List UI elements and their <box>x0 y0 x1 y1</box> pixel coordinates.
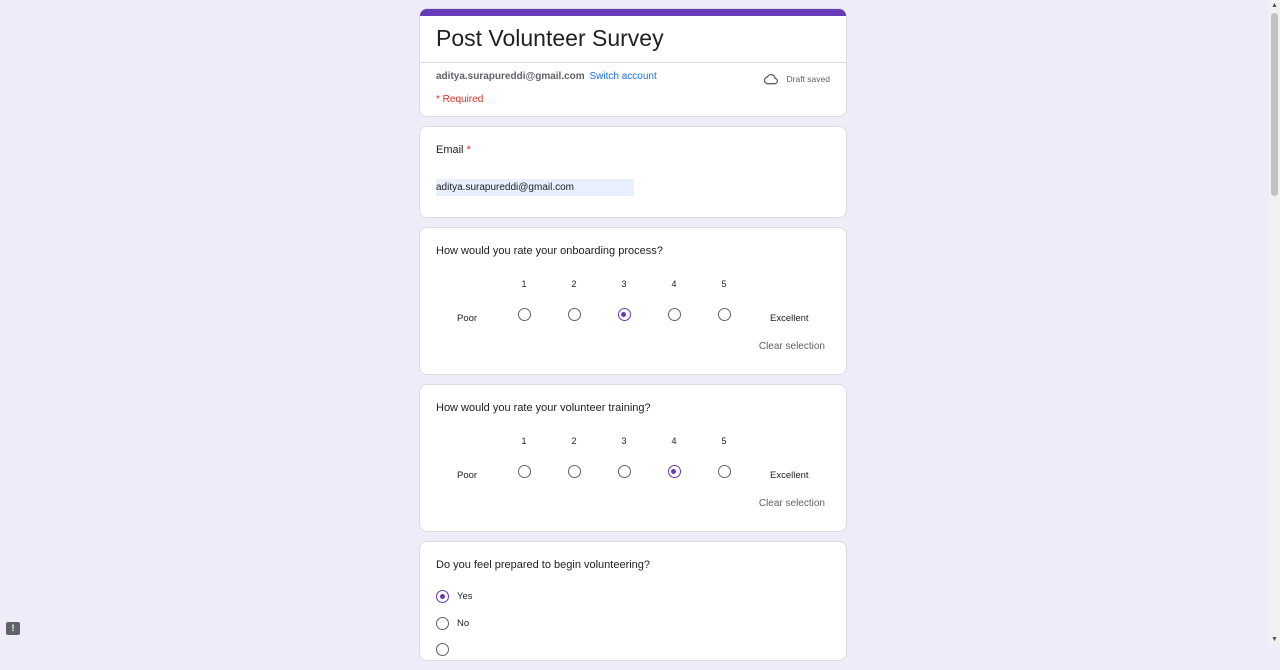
draft-status <box>763 71 830 87</box>
rating-radio-3[interactable] <box>618 465 631 478</box>
clear-selection-button[interactable]: Clear selection <box>758 341 825 352</box>
scale-number: 2 <box>571 279 577 289</box>
option-label: No <box>457 618 470 629</box>
scale-number: 4 <box>671 436 677 446</box>
scale-low-label: Poor <box>457 313 478 324</box>
scale-high-label: Excellent <box>770 313 809 324</box>
onboarding-question-card <box>419 227 847 375</box>
rating-radio-2[interactable] <box>568 465 581 478</box>
account-row <box>436 71 657 82</box>
required-asterisk: * <box>466 144 471 156</box>
scale-number: 4 <box>671 279 677 289</box>
scale-number: 1 <box>521 279 527 289</box>
form-header-card <box>419 8 847 117</box>
onboarding-question-title: How would you rate your onboarding process? <box>436 245 663 257</box>
training-question-title: How would you rate your volunteer training? <box>436 402 651 414</box>
prepared-question-title: Do you feel prepared to begin volunteering? <box>436 559 651 571</box>
rating-radio-5[interactable] <box>718 465 731 478</box>
account-email: aditya.surapureddi@gmail.com <box>436 71 585 82</box>
option-yes[interactable] <box>436 590 473 603</box>
report-issue-icon[interactable]: ! <box>6 622 20 635</box>
switch-account-link[interactable]: Switch account <box>589 71 657 82</box>
scale-number: 5 <box>721 436 727 446</box>
rating-radio-4[interactable] <box>668 465 681 478</box>
option-no-radio[interactable] <box>436 617 449 630</box>
rating-radio-5[interactable] <box>718 308 731 321</box>
draft-status-label: Draft saved <box>786 74 830 84</box>
page-scrollbar[interactable] <box>1269 0 1280 645</box>
scale-number: 3 <box>621 436 627 446</box>
form-container <box>419 8 847 670</box>
rating-radio-1[interactable] <box>518 308 531 321</box>
cloud-done-icon <box>763 71 779 87</box>
rating-radio-4[interactable] <box>668 308 681 321</box>
option-label: Yes <box>457 591 473 602</box>
email-question-card <box>419 126 847 218</box>
rating-radio-2[interactable] <box>568 308 581 321</box>
header-divider <box>420 62 846 63</box>
scale-number: 2 <box>571 436 577 446</box>
scrollbar-thumb[interactable] <box>1271 13 1278 196</box>
option-yes-radio[interactable] <box>436 590 449 603</box>
prepared-question-card <box>419 541 847 661</box>
scale-high-label: Excellent <box>770 470 809 481</box>
rating-radio-3[interactable] <box>618 308 631 321</box>
training-question-card <box>419 384 847 532</box>
scale-low-label: Poor <box>457 470 478 481</box>
email-question-title <box>436 144 471 156</box>
scale-number: 1 <box>521 436 527 446</box>
header-accent-bar <box>420 9 846 16</box>
required-note: * Required <box>436 94 484 105</box>
scale-number: 5 <box>721 279 727 289</box>
rating-radio-1[interactable] <box>518 465 531 478</box>
clear-selection-button[interactable]: Clear selection <box>758 498 825 509</box>
form-title: Post Volunteer Survey <box>436 25 664 51</box>
scale-number: 3 <box>621 279 627 289</box>
scroll-up-arrow-icon[interactable]: ▲ <box>1271 2 1278 9</box>
scroll-down-arrow-icon[interactable]: ▼ <box>1271 636 1278 643</box>
email-input[interactable] <box>436 179 634 196</box>
option-no[interactable] <box>436 617 469 630</box>
email-question-label: Email <box>436 144 464 156</box>
